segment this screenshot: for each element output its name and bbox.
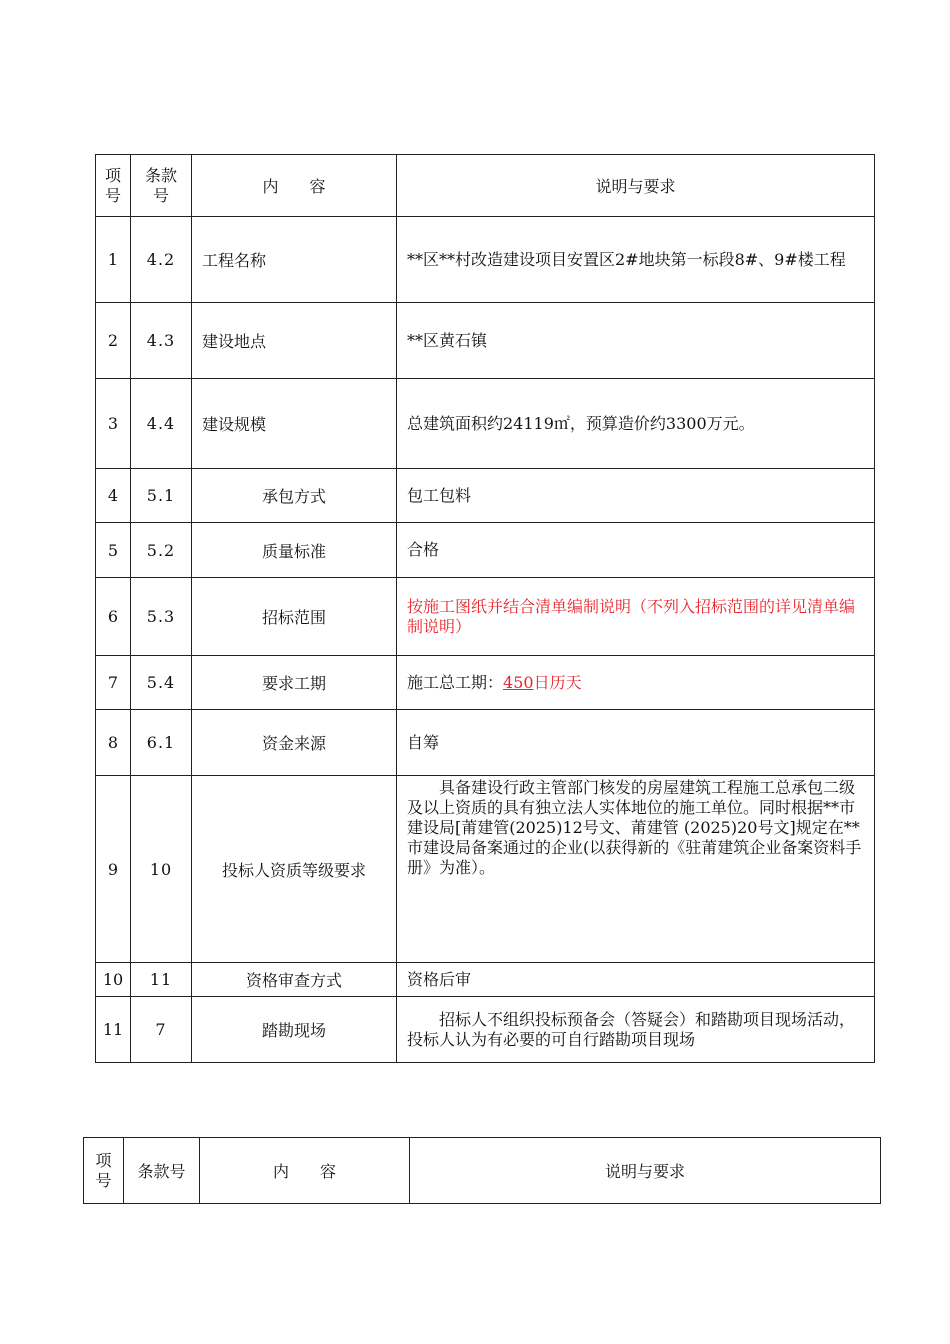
table-header-row xyxy=(84,1138,881,1204)
row-content: 承包方式 xyxy=(192,469,397,523)
table-row xyxy=(96,217,875,303)
row-clause: 5.2 xyxy=(131,523,192,578)
row-content: 要求工期 xyxy=(192,656,397,710)
table-row xyxy=(96,469,875,523)
row-content: 建设规模 xyxy=(192,379,397,469)
row-clause: 5.1 xyxy=(131,469,192,523)
row-clause: 6.1 xyxy=(131,710,192,776)
row-clause: 5.3 xyxy=(131,578,192,656)
row-clause: 10 xyxy=(131,776,192,963)
table-row xyxy=(96,656,875,710)
row-clause: 4.2 xyxy=(131,217,192,303)
row-no: 6 xyxy=(96,578,131,656)
table-row xyxy=(96,379,875,469)
row-desc xyxy=(397,997,875,1063)
row-clause: 4.4 xyxy=(131,379,192,469)
row-content: 资格审查方式 xyxy=(192,963,397,997)
duration-unit: 日历天 xyxy=(533,672,582,692)
row-content: 招标范围 xyxy=(192,578,397,656)
row-content: 踏勘现场 xyxy=(192,997,397,1063)
row-desc-highlighted: 按施工图纸并结合清单编制说明（不列入招标范围的详见清单编制说明） xyxy=(397,578,875,656)
row-no: 2 xyxy=(96,303,131,379)
qualification-text: 具备建设行政主管部门核发的房屋建筑工程施工总承包二级及以上资质的具有独立法人实体地位的施工单位。同时根据**市建设局[莆建管(2025)12号文、莆建管 (2025)20号文]规定在**市建设局备案通过的企业(以获得新的《驻莆建筑企业备案资料手册》为准）。 xyxy=(407,778,862,877)
row-no: 3 xyxy=(96,379,131,469)
row-desc: 自筹 xyxy=(397,710,875,776)
site-visit-text: 招标人不组织投标预备会（答疑会）和踏勘项目现场活动，投标人认为有必要的可自行踏勘项目现场 xyxy=(407,1009,856,1049)
row-desc: 合格 xyxy=(397,523,875,578)
row-clause: 11 xyxy=(131,963,192,997)
row-no: 10 xyxy=(96,963,131,997)
row-no: 1 xyxy=(96,217,131,303)
row-no: 5 xyxy=(96,523,131,578)
row-desc: 资格后审 xyxy=(397,963,875,997)
table-row xyxy=(96,578,875,656)
header-clause: 条款号 xyxy=(131,155,192,217)
row-clause: 7 xyxy=(131,997,192,1063)
row-content: 建设地点 xyxy=(192,303,397,379)
row-no: 4 xyxy=(96,469,131,523)
row-clause: 5.4 xyxy=(131,656,192,710)
row-no: 8 xyxy=(96,710,131,776)
row-no: 9 xyxy=(96,776,131,963)
row-desc xyxy=(397,656,875,710)
row-no: 7 xyxy=(96,656,131,710)
row-desc xyxy=(397,776,875,963)
clause-table-continued-header xyxy=(83,1137,881,1204)
table-row xyxy=(96,710,875,776)
row-desc: 包工包料 xyxy=(397,469,875,523)
header-content: 内 容 xyxy=(192,155,397,217)
table-header-row xyxy=(96,155,875,217)
header-no: 项号 xyxy=(84,1138,124,1204)
table-row xyxy=(96,523,875,578)
header-clause: 条款号 xyxy=(124,1138,200,1204)
row-clause: 4.3 xyxy=(131,303,192,379)
header-desc: 说明与要求 xyxy=(397,155,875,217)
row-content: 投标人资质等级要求 xyxy=(192,776,397,963)
duration-days: 450 xyxy=(503,672,534,692)
row-content: 工程名称 xyxy=(192,217,397,303)
row-desc: **区**村改造建设项目安置区2#地块第一标段8#、9#楼工程 xyxy=(397,217,875,303)
row-desc: **区黄石镇 xyxy=(397,303,875,379)
clause-table xyxy=(95,154,875,1063)
duration-prefix: 施工总工期： xyxy=(407,672,504,692)
table-row xyxy=(96,776,875,963)
header-desc: 说明与要求 xyxy=(410,1138,881,1204)
table-row xyxy=(96,303,875,379)
row-content: 质量标准 xyxy=(192,523,397,578)
row-desc: 总建筑面积约24119㎡，预算造价约3300万元。 xyxy=(397,379,875,469)
row-no: 11 xyxy=(96,997,131,1063)
header-no: 项号 xyxy=(96,155,131,217)
header-content: 内 容 xyxy=(200,1138,410,1204)
table-row xyxy=(96,963,875,997)
table-row xyxy=(96,997,875,1063)
row-content: 资金来源 xyxy=(192,710,397,776)
